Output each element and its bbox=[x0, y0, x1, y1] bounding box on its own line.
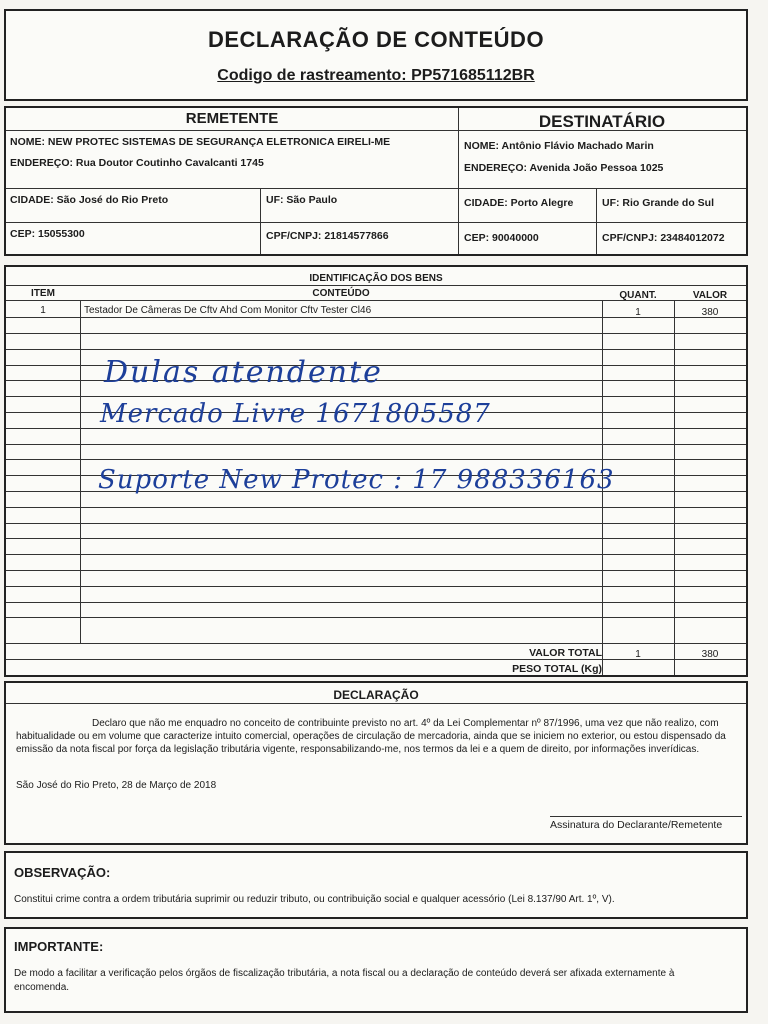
table-row-line bbox=[6, 444, 746, 445]
peso-total-label: PESO TOTAL (Kg) bbox=[512, 663, 602, 675]
table-row-line bbox=[6, 507, 746, 508]
observacao-title: OBSERVAÇÃO: bbox=[14, 865, 111, 880]
table-row-line bbox=[6, 554, 746, 555]
table-row-line bbox=[6, 459, 746, 460]
row-item: 1 bbox=[40, 305, 46, 316]
table-col-line bbox=[674, 300, 675, 675]
table-row-line bbox=[6, 617, 746, 618]
parties-box bbox=[4, 106, 748, 256]
table-row-line bbox=[6, 523, 746, 524]
destinatario-uf: UF: Rio Grande do Sul bbox=[602, 197, 714, 209]
col-header-valor: VALOR bbox=[692, 290, 728, 301]
destinatario-cidade: CIDADE: Porto Alegre bbox=[464, 197, 574, 209]
destinatario-endereco: ENDEREÇO: Avenida João Pessoa 1025 bbox=[464, 162, 664, 174]
remetente-nome: NOME: NEW PROTEC SISTEMAS DE SEGURANÇA ELETRONICA EIRELI-ME bbox=[10, 136, 391, 148]
declaracao-date: São José do Rio Preto, 28 de Março de 2018 bbox=[16, 780, 217, 791]
destinatario-nome: NOME: Antônio Flávio Machado Marin bbox=[464, 140, 654, 152]
signature-line bbox=[550, 816, 742, 817]
col-header-conteudo: CONTEÚDO bbox=[312, 288, 370, 299]
declaracao-title-underline bbox=[6, 703, 746, 704]
table-row-line bbox=[6, 333, 746, 334]
table-row-line bbox=[6, 643, 746, 644]
valor-total-label: VALOR TOTAL bbox=[529, 647, 602, 659]
importante-title: IMPORTANTE: bbox=[14, 939, 104, 954]
document-title: DECLARAÇÃO DE CONTEÚDO bbox=[207, 27, 545, 52]
declaracao-text: Declaro que não me enquadro no conceito de contribuinte previsto no art. 4º da Lei Complementar nº 87/1996, uma vez que não realizo, com habitualidade ou em volume que caracterize intuito comercial, operações de circulação de mercadoria, ainda que se iniciem no exterior, ou estou dispensado da emissão da nota fiscal por força da legislação tributária vigente, responsabilizando-me, nos termos da lei e a quem de direito, por informações inverídicas. bbox=[16, 718, 726, 755]
row-divider bbox=[6, 188, 746, 189]
items-table bbox=[4, 265, 748, 677]
row-valor: 380 bbox=[701, 307, 719, 318]
remetente-uf: UF: São Paulo bbox=[266, 194, 338, 206]
signature-label: Assinatura do Declarante/Remetente bbox=[550, 819, 723, 831]
table-row-line bbox=[6, 602, 746, 603]
col-divider bbox=[596, 188, 597, 254]
row-divider bbox=[6, 222, 746, 223]
handwriting-line-3: Suporte New Protec : 17 988336163 bbox=[98, 465, 615, 495]
handwriting-line-2: Mercado Livre 1671805587 bbox=[100, 399, 491, 429]
valor-total-quant: 1 bbox=[635, 649, 641, 660]
table-row-line bbox=[6, 538, 746, 539]
tracking-code: Codigo de rastreamento: PP571685112BR bbox=[217, 67, 535, 84]
remetente-cpf: CPF/CNPJ: 21814577866 bbox=[266, 230, 389, 242]
table-row-line bbox=[6, 570, 746, 571]
importante-box bbox=[4, 927, 748, 1013]
declaracao-box bbox=[4, 681, 748, 845]
importante-text: De modo a facilitar a verificação pelos órgãos de fiscalização tributária, a nota fiscal ou a declaração de conteúdo deverá ser afixada externamente à encomenda. bbox=[14, 968, 675, 993]
table-row-line bbox=[6, 586, 746, 587]
destinatario-title: DESTINATÁRIO bbox=[538, 112, 666, 131]
table-col-line bbox=[80, 300, 81, 643]
observacao-text: Constitui crime contra a ordem tributária suprimir ou reduzir tributo, ou contribuição social e qualquer acessório (Lei 8.137/90 Art. 1º, V). bbox=[14, 894, 615, 905]
remetente-title: REMETENTE bbox=[185, 110, 279, 127]
header-box bbox=[4, 9, 748, 101]
col-header-item: ITEM bbox=[31, 288, 55, 299]
declaracao-title: DECLARAÇÃO bbox=[333, 688, 419, 702]
remetente-cep: CEP: 15055300 bbox=[10, 228, 85, 240]
handwriting-line-1: Dulas atendente bbox=[104, 355, 383, 390]
valor-total-valor: 380 bbox=[701, 649, 719, 660]
table-row-line bbox=[6, 285, 746, 286]
table-row-line bbox=[6, 349, 746, 350]
destinatario-cep: CEP: 90040000 bbox=[464, 232, 539, 244]
table-row-line bbox=[6, 396, 746, 397]
col-header-quant: QUANT. bbox=[619, 290, 657, 301]
remetente-endereco: ENDEREÇO: Rua Doutor Coutinho Cavalcanti 1745 bbox=[10, 157, 264, 169]
destinatario-cpf: CPF/CNPJ: 23484012072 bbox=[602, 232, 725, 244]
row-conteudo: Testador De Câmeras De Cftv Ahd Com Monitor Cftv Tester Cl46 bbox=[84, 305, 372, 316]
col-divider bbox=[260, 188, 261, 254]
row-quant: 1 bbox=[635, 307, 641, 318]
observacao-box bbox=[4, 851, 748, 919]
remetente-cidade: CIDADE: São José do Rio Preto bbox=[10, 194, 169, 206]
bens-title: IDENTIFICAÇÃO DOS BENS bbox=[309, 273, 443, 284]
